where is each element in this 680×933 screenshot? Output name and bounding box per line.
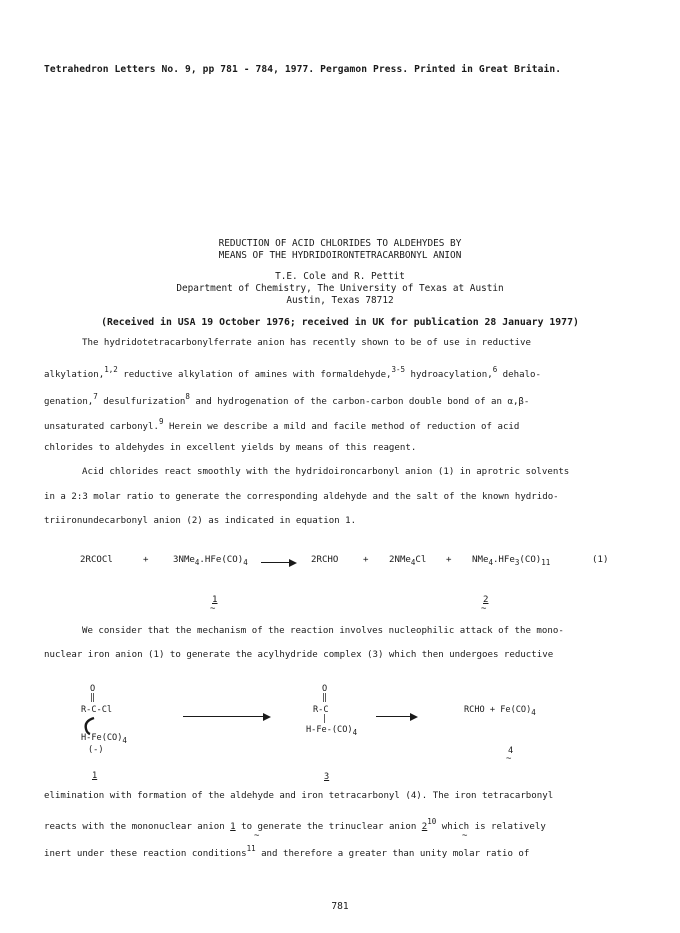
s1-oxygen: O: [90, 684, 96, 694]
s3-oxygen: O: [322, 684, 328, 694]
p-label: 4: [508, 746, 514, 756]
article-title-line-1: REDUCTION OF ACID CHLORIDES TO ALDEHYDES BY: [218, 238, 462, 249]
paragraph-4-line-3: inert under these reaction conditions$^{11}$ and therefore a greater than unity molar ratio of: [44, 844, 530, 859]
eq-plus-3: +: [446, 555, 452, 565]
tilde-mark: ~: [481, 604, 487, 614]
eq-reaction-arrow: [261, 562, 295, 563]
s3-acyl: R-C: [313, 705, 329, 715]
s1-iron-hydride: $H-Fe(CO)_4$: [81, 733, 127, 745]
s1-acyl-chloride: R-C-Cl: [81, 705, 113, 715]
s1-double-bond: ‖: [90, 693, 96, 703]
page-number: 781: [331, 901, 349, 912]
authors: T.E. Cole and R. Pettit: [275, 271, 405, 282]
equation-number: (1): [592, 555, 609, 565]
eq-reactant-1: 2RCOCl: [80, 555, 113, 565]
paragraph-1-line-2: alkylation,$^{1,2}$ reductive alkylation of amines with formaldehyde,$^{3-5}$ hydroacylation,$^6$ dehalo-: [44, 365, 542, 380]
s3-iron-hydride: $H-Fe-(CO)_4$: [306, 725, 358, 737]
eq-plus-2: +: [363, 555, 369, 565]
s3-bond: |: [322, 714, 328, 724]
tilde-mark: ~: [254, 831, 260, 841]
s1-label: 1: [92, 771, 98, 781]
paragraph-4-line-2: reacts with the mononuclear anion 1 to generate the trinuclear anion $2^{10}$ which is relatively: [44, 817, 546, 832]
eq-product-1: 2RCHO: [311, 555, 339, 565]
affiliation-line-1: Department of Chemistry, The University of Texas at Austin: [176, 283, 504, 294]
tilde-mark: ~: [210, 604, 216, 614]
scheme-arrow-2: [376, 716, 416, 717]
eq-reactant-2: $3NMe_4.HFe(CO)_4$: [173, 555, 248, 567]
journal-header: Tetrahedron Letters No. 9, pp 781 - 784, 1977. Pergamon Press. Printed in Great Britain.: [44, 64, 562, 75]
eq-plus-1: +: [143, 555, 149, 565]
received-dates: (Received in USA 19 October 1976; received in UK for publication 28 January 1977): [101, 317, 579, 328]
article-title-line-2: MEANS OF THE HYDRIDOIRONTETRACARBONYL ANION: [218, 250, 462, 261]
eq-product-2: 2NMe$_4$Cl: [389, 555, 427, 567]
s3-label: 3: [324, 772, 330, 782]
s3-double-bond: ‖: [322, 693, 328, 703]
compound-label-2: 2: [483, 595, 489, 605]
compound-label-1: 1: [212, 595, 218, 605]
s1-charge: (-): [88, 745, 104, 755]
scheme-products: RCHO + $Fe(CO)_4$: [464, 705, 536, 717]
paragraph-1-line-3: genation,$^7$ desulfurization$^8$ and hydrogenation of the carbon-carbon double bond of an α,β-: [44, 392, 530, 407]
tilde-mark: ~: [462, 831, 468, 841]
scheme-arrow-1: [183, 716, 269, 717]
tilde-mark: ~: [506, 754, 512, 764]
eq-product-3: $NMe_4.HFe_3(CO)_{11}$: [472, 555, 551, 567]
journal-page: Tetrahedron Letters No. 9, pp 781 - 784, 1977. Pergamon Press. Printed in Great Britain. REDUCTION OF ACID CHLORIDES TO ALDEHYDES BY MEANS OF THE HYDRIDOIRONTETRACARBONYL ANION T.E. Cole and R. Pettit Department of Chemistry, The University of Texas at Austin Austin, Texas 78712 (Received in USA 19 October 1976; received in UK for publication 28 January 1977) The hydridotetracarbonylferrate anion has recently shown to be of use in reductive alkylation,$^{1,2}$ reductive alkylation of amines with formaldehyde,$^{3-5}$ hydroacylation,$^6$ dehalo- genation,$^7$ desulfurization$^8$ and hydrogenation of the carbon-carbon double bond of an α,β- unsaturated carbonyl.$^9$ Herein we describe a mild and facile method of reduction of acid chlorides to aldehydes in excellent yields by means of this reagent. Acid chlorides react smoothly with the hydridoironcarbonyl anion (1) in aprotric solvents in a 2:3 molar ratio to generate the corresponding aldehyde and the salt of the known hydrido- triironundecarbonyl anion (2) as indicated in equation 1. 2RCOCl + $3NMe_4.HFe(CO)_4$ 2RCHO + 2NMe$_4$Cl + $NMe_4.HFe_3(CO)_{11}$ (1) 1 ~ 2 ~ We consider that the mechanism of the reaction involves nucleophilic attack of the mono- nuclear iron anion (1) to generate the acylhydride complex (3) which then undergoes reductive O ‖ R-C-Cl $H-Fe(CO)_4$ (-) 1 O ‖ R-C | $H-Fe-(CO)_4$ 3 RCHO + $Fe(CO)_4$ 4 ~ elimination with formation of the aldehyde and iron tetracarbonyl (4). The iron tetracarbonyl reacts with the mononuclear anion 1 to generate the trinuclear anion $2^{10}$ which is relatively inert under these reaction conditions$^{11}$ and therefore a greater than unity molar ratio of ~ ~ 781: [0, 0, 680, 933]
paragraph-1-line-4: unsaturated carbonyl.$^9$ Herein we describe a mild and facile method of reduction of acid: [44, 417, 520, 432]
affiliation-line-2: Austin, Texas 78712: [286, 295, 394, 306]
